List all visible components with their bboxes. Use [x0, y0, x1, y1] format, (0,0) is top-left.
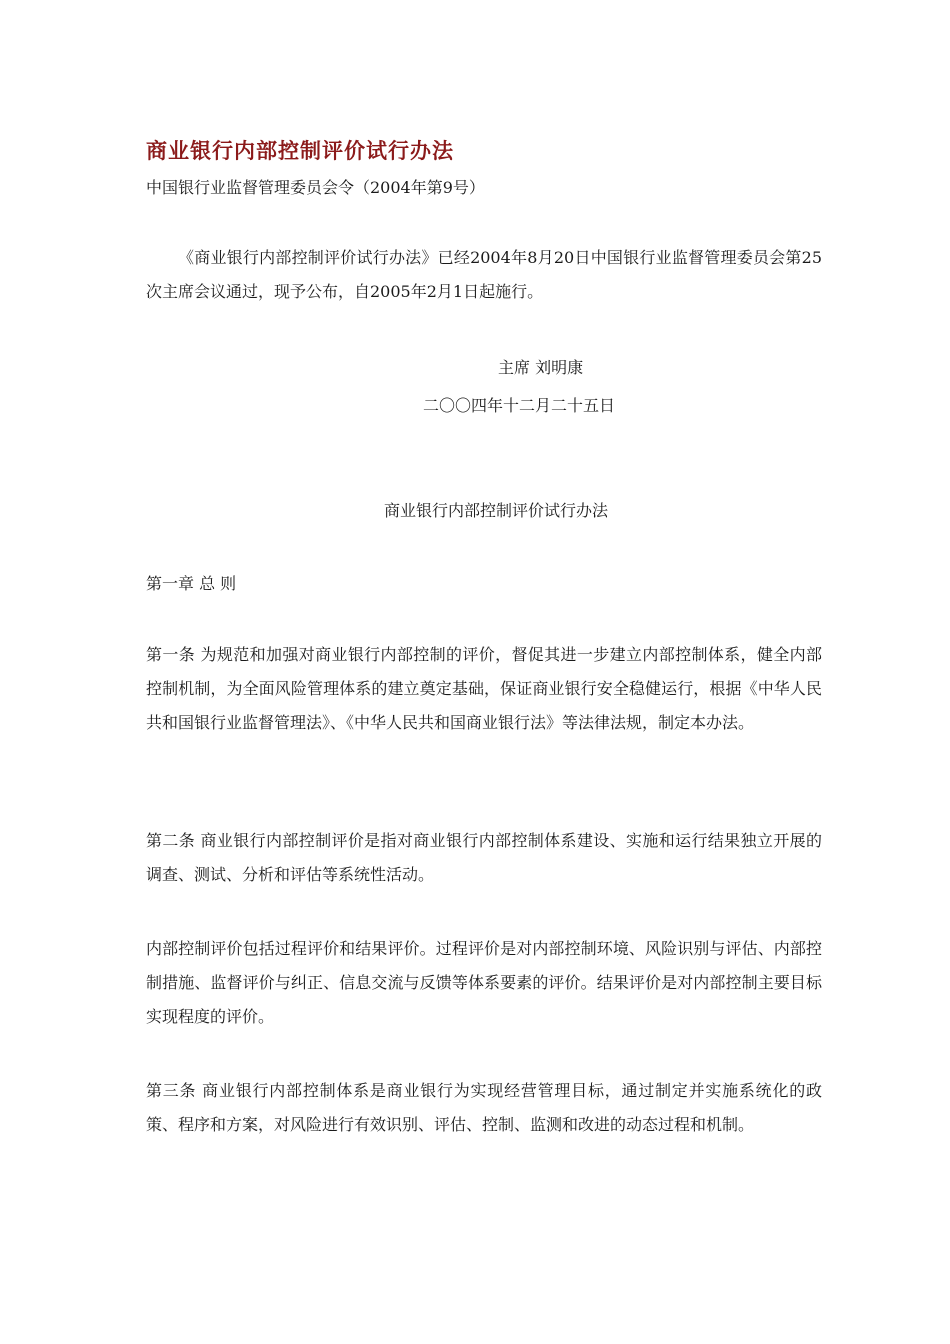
date-line: 二〇〇四年十二月二十五日 — [423, 396, 616, 415]
body-title: 商业银行内部控制评价试行办法 — [384, 501, 609, 520]
article-1-paragraph: 第一条 为规范和加强对商业银行内部控制的评价，督促其进一步建立内部控制体系，健全内部控制机制，为全面风险管理体系的建立奠定基础，保证商业银行安全稳健运行，根据《中华人民共和国银行业监督管理法》、《中华人民共和国商业银行法》等法律法规，制定本办法。 — [146, 645, 822, 732]
document-title: 商业银行内部控制评价试行办法 — [146, 138, 454, 163]
article-2-second-paragraph: 内部控制评价包括过程评价和结果评价。过程评价是对内部控制环境、风险识别与评估、内部控制措施、监督评价与纠正、信息交流与反馈等体系要素的评价。结果评价是对内部控制主要目标实现程度的评价。 — [146, 939, 822, 1026]
order-line: 中国银行业监督管理委员会令（2004年第9号） — [146, 178, 485, 197]
signature-line: 主席 刘明康 — [498, 358, 584, 377]
article-2-paragraph: 第二条 商业银行内部控制评价是指对商业银行内部控制体系建设、实施和运行结果独立开展的调查、测试、分析和评估等系统性活动。 — [146, 831, 822, 884]
article-3-paragraph: 第三条 商业银行内部控制体系是商业银行为实现经营管理目标，通过制定并实施系统化的政策、程序和方案，对风险进行有效识别、评估、控制、监测和改进的动态过程和机制。 — [146, 1081, 822, 1134]
chapter-heading: 第一章 总 则 — [146, 574, 237, 593]
announcement-paragraph: 《商业银行内部控制评价试行办法》已经2004年8月20日中国银行业监督管理委员会第25次主席会议通过，现予公布，自2005年2月1日起施行。 — [146, 248, 822, 301]
